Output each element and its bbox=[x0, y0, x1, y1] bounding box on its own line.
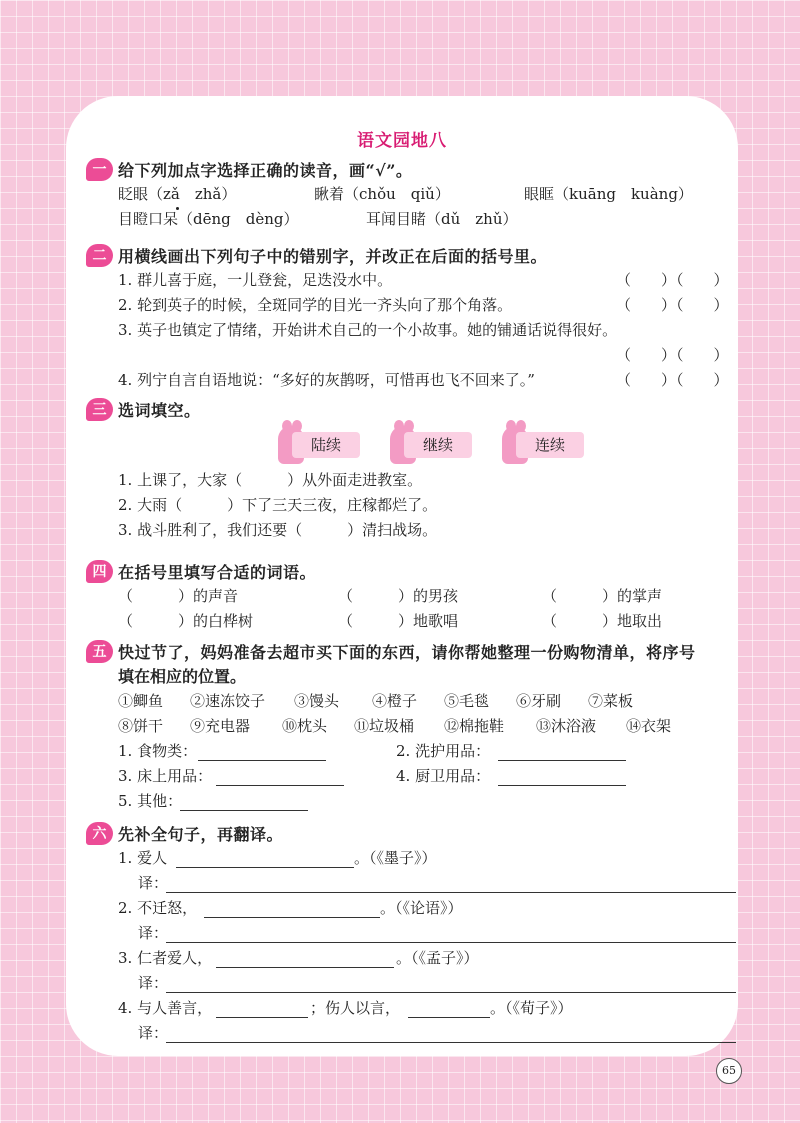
options: （kuāng kuàng） bbox=[554, 185, 693, 203]
shopping-item: ①鲫鱼 bbox=[118, 692, 164, 710]
answer-line[interactable] bbox=[498, 768, 626, 786]
shopping-item: ②速冻饺子 bbox=[190, 692, 266, 710]
section-2-header bbox=[86, 242, 736, 268]
sentence-start: 2. 不迁怒， bbox=[118, 899, 198, 917]
sentence-end: 。（《墨子》） bbox=[354, 849, 437, 867]
sentence-row bbox=[86, 268, 736, 293]
category-label: 5. 其他： bbox=[118, 792, 183, 810]
category-label: 3. 床上用品： bbox=[118, 767, 213, 785]
word-card-label: 陆续 bbox=[292, 432, 360, 458]
word: 目瞪口呆 bbox=[118, 210, 179, 228]
fill-sentence[interactable]: 1. 上课了，大家（ ）从外面走进教室。 bbox=[118, 471, 423, 489]
category-row bbox=[86, 764, 736, 789]
word-card-label: 连续 bbox=[516, 432, 584, 458]
item-list-row bbox=[86, 714, 736, 739]
options: （dēng dèng） bbox=[178, 210, 299, 228]
translate-label: 译： bbox=[138, 1024, 169, 1042]
sentence-end: 。（《荀子》） bbox=[490, 999, 573, 1017]
sentence: 2. 轮到英子的时候，全斑同学的目光一齐头向了那个角落。 bbox=[118, 296, 513, 314]
shopping-item: ⑫棉拖鞋 bbox=[444, 717, 505, 735]
fill-row bbox=[86, 493, 736, 518]
options: （chǒu qiǔ） bbox=[344, 185, 450, 203]
answer-line[interactable] bbox=[198, 743, 326, 761]
shopping-item: ⑤毛毯 bbox=[444, 692, 490, 710]
section-heading: 在括号里填写合适的词语。 bbox=[118, 562, 317, 582]
shopping-item: ⑧饼干 bbox=[118, 717, 164, 735]
page-title: 语文园地八 bbox=[357, 131, 447, 151]
fill-sentence[interactable]: 3. 战斗胜利了，我们还要（ ）清扫战场。 bbox=[118, 521, 438, 539]
translation-line[interactable] bbox=[166, 1025, 736, 1043]
pinyin-item[interactable] bbox=[524, 182, 693, 207]
fill-sentence[interactable]: 2. 大雨（ ）下了三天三夜，庄稼都烂了。 bbox=[118, 496, 438, 514]
shopping-item: ⑦菜板 bbox=[588, 692, 634, 710]
pinyin-item[interactable] bbox=[314, 182, 450, 207]
sentence-row bbox=[86, 318, 736, 343]
category-label: 4. 厨卫用品： bbox=[396, 767, 491, 785]
section-number-badge: 二 bbox=[86, 244, 113, 267]
worksheet-page bbox=[66, 96, 738, 1056]
fill-item[interactable]: （ ）的掌声 bbox=[542, 587, 663, 605]
translation-row bbox=[86, 921, 736, 946]
word-card-label: 继续 bbox=[404, 432, 472, 458]
item-list-row bbox=[86, 689, 736, 714]
answer-line[interactable] bbox=[408, 1000, 490, 1018]
fill-row bbox=[86, 468, 736, 493]
section-3 bbox=[86, 396, 736, 543]
translation-line[interactable] bbox=[166, 875, 736, 893]
sentence-row bbox=[86, 896, 736, 921]
section-3-header bbox=[86, 396, 736, 422]
shopping-item: ⑨充电器 bbox=[190, 717, 251, 735]
fill-row bbox=[86, 518, 736, 543]
word: 眨眼 bbox=[118, 185, 149, 203]
fill-item[interactable]: （ ）地取出 bbox=[542, 612, 663, 630]
options: （zǎ zhǎ） bbox=[148, 185, 237, 203]
answer-brackets[interactable]: （ ）（ ） bbox=[616, 271, 729, 289]
sentence-start: 4. 与人善言， bbox=[118, 999, 213, 1017]
answer-line[interactable] bbox=[204, 900, 380, 918]
sentence-row bbox=[86, 846, 736, 871]
answer-brackets[interactable]: （ ）（ ） bbox=[616, 296, 729, 314]
translation-line[interactable] bbox=[166, 925, 736, 943]
sentence-row bbox=[86, 368, 736, 393]
section-number-badge: 五 bbox=[86, 640, 113, 663]
pinyin-item[interactable] bbox=[366, 207, 518, 232]
section-heading: 用横线画出下列句子中的错别字，并改正在后面的括号里。 bbox=[118, 246, 548, 266]
category-label: 2. 洗护用品： bbox=[396, 742, 491, 760]
fill-item[interactable]: （ ）的白桦树 bbox=[118, 612, 254, 630]
sentence-middle: ；伤人以言， bbox=[310, 999, 401, 1017]
shopping-item: ⑥牙刷 bbox=[516, 692, 562, 710]
pinyin-item[interactable] bbox=[118, 207, 299, 232]
category-label: 1. 食物类： bbox=[118, 742, 198, 760]
shopping-item: ④橙子 bbox=[372, 692, 418, 710]
sentence-row bbox=[86, 946, 736, 971]
page-number: 65 bbox=[716, 1058, 742, 1084]
translate-label: 译： bbox=[138, 924, 169, 942]
answer-brackets[interactable]: （ ）（ ） bbox=[616, 346, 729, 364]
section-number-badge: 六 bbox=[86, 822, 113, 845]
section-heading-line-2: 填在相应的位置。 bbox=[118, 667, 247, 686]
fill-item[interactable]: （ ）地歌唱 bbox=[338, 612, 459, 630]
answer-line[interactable] bbox=[216, 950, 394, 968]
translate-label: 译： bbox=[138, 974, 169, 992]
section-6-header bbox=[86, 820, 736, 846]
answer-line[interactable] bbox=[180, 793, 308, 811]
word: 眼眶 bbox=[524, 185, 555, 203]
sentence-end: 。（《孟子》） bbox=[396, 949, 479, 967]
translation-line[interactable] bbox=[166, 975, 736, 993]
section-number-badge: 三 bbox=[86, 398, 113, 421]
options: （dǔ zhǔ） bbox=[426, 210, 518, 228]
word-bank bbox=[86, 422, 736, 468]
shopping-item: ⑪垃圾桶 bbox=[354, 717, 415, 735]
sentence: 3. 英子也镇定了情绪，开始讲术自己的一个小故事。她的铺通话说得很好。 bbox=[118, 321, 618, 339]
section-4 bbox=[86, 558, 736, 634]
answer-line[interactable] bbox=[216, 1000, 308, 1018]
translation-row bbox=[86, 971, 736, 996]
sentence-end: 。（《论语》） bbox=[380, 899, 463, 917]
answer-line[interactable] bbox=[176, 850, 354, 868]
word: 瞅着 bbox=[314, 185, 345, 203]
fill-row bbox=[86, 609, 736, 634]
sentence-start: 3. 仁者爱人， bbox=[118, 949, 213, 967]
category-row bbox=[86, 789, 736, 814]
translation-row bbox=[86, 871, 736, 896]
sentence-start: 1. 爱人 bbox=[118, 849, 168, 867]
sentence-row bbox=[86, 996, 736, 1021]
section-1-header bbox=[86, 156, 736, 182]
fill-item[interactable]: （ ）的声音 bbox=[118, 587, 239, 605]
section-4-header bbox=[86, 558, 736, 584]
pinyin-item[interactable] bbox=[118, 182, 236, 207]
answer-line[interactable] bbox=[216, 768, 344, 786]
translate-label: 译： bbox=[138, 874, 169, 892]
section-heading: 选词填空。 bbox=[118, 400, 201, 420]
pinyin-row-2 bbox=[86, 207, 736, 232]
section-number-badge: 一 bbox=[86, 158, 113, 181]
section-number-badge: 四 bbox=[86, 560, 113, 583]
heading-continuation bbox=[86, 664, 736, 689]
category-row bbox=[86, 739, 736, 764]
shopping-item: ⑩枕头 bbox=[282, 717, 328, 735]
sentence-row bbox=[86, 343, 736, 368]
section-6 bbox=[86, 820, 736, 1046]
section-heading: 快过节了，妈妈准备去超市买下面的东西，请你帮她整理一份购物清单，将序号 bbox=[118, 642, 696, 662]
sentence: 1. 群儿喜于庭，一儿登瓮，足迭没水中。 bbox=[118, 271, 393, 289]
sentence: 4. 列宁自言自语地说：“多好的灰鹊呀，可惜再也飞不回来了。” bbox=[118, 371, 535, 389]
section-1 bbox=[86, 156, 736, 232]
sentence-row bbox=[86, 293, 736, 318]
shopping-item: ⑭衣架 bbox=[626, 717, 672, 735]
section-5 bbox=[86, 638, 736, 814]
answer-line[interactable] bbox=[498, 743, 626, 761]
word: 耳闻目睹 bbox=[366, 210, 427, 228]
answer-brackets[interactable]: （ ）（ ） bbox=[616, 371, 729, 389]
fill-row bbox=[86, 584, 736, 609]
shopping-item: ③馒头 bbox=[294, 692, 340, 710]
section-5-header bbox=[86, 638, 736, 664]
shopping-item: ⑬沐浴液 bbox=[536, 717, 597, 735]
translation-row bbox=[86, 1021, 736, 1046]
fill-item[interactable]: （ ）的男孩 bbox=[338, 587, 459, 605]
section-heading: 给下列加点字选择正确的读音，画“√”。 bbox=[118, 160, 413, 180]
section-heading: 先补全句子，再翻译。 bbox=[118, 824, 284, 844]
section-2 bbox=[86, 242, 736, 393]
pinyin-row-1 bbox=[86, 182, 736, 207]
